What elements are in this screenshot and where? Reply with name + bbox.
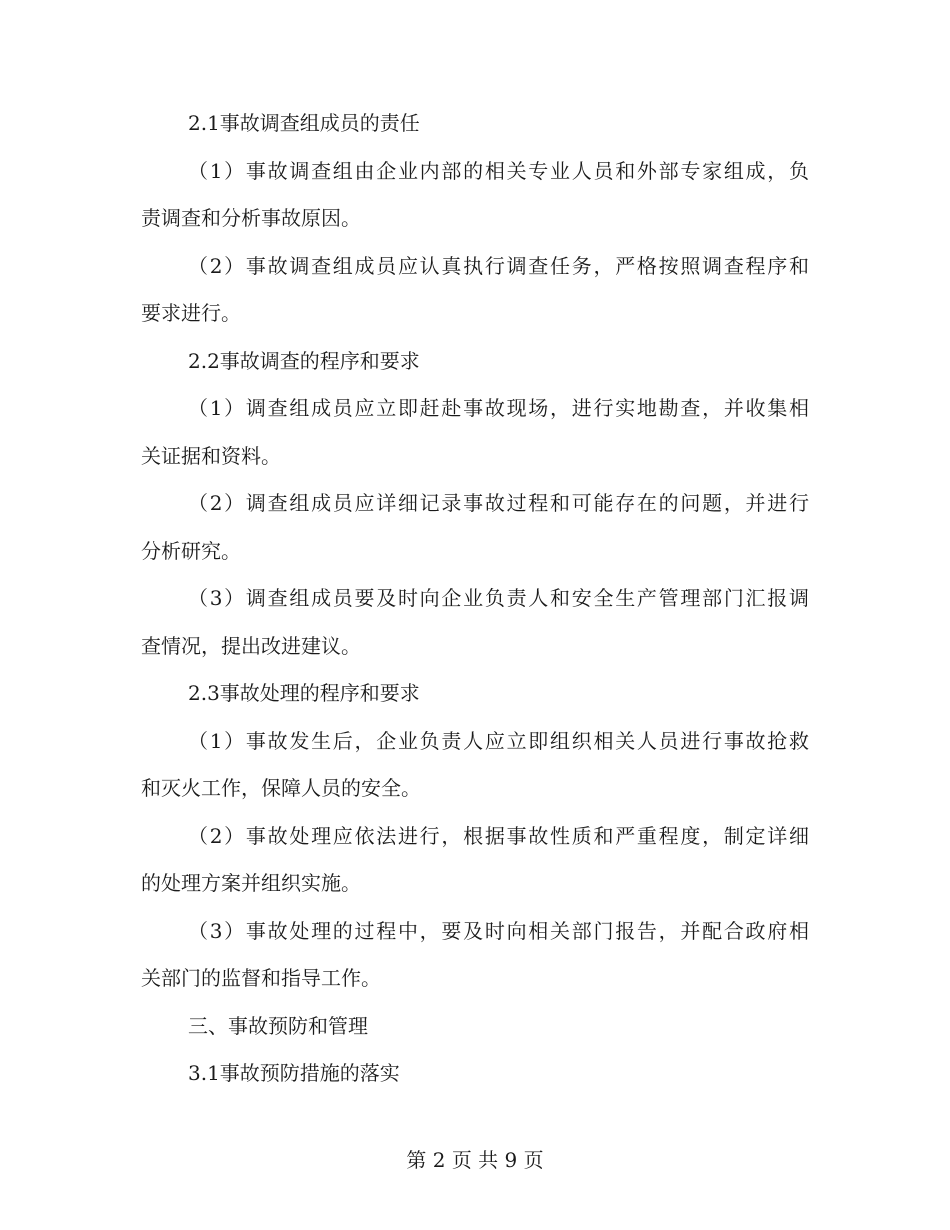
document-body — [141, 100, 809, 1098]
paragraph-line: 和灭火工作，保障人员的安全。 — [141, 776, 421, 800]
paragraph-line: （1）事故发生后，企业负责人应立即组织相关人员进行事故抢救 — [188, 728, 809, 753]
paragraph-line: （2）事故调查组成员应认真执行调查任务，严格按照调查程序和 — [188, 253, 809, 278]
section-heading-3-1: 3.1事故预防措施的落实 — [188, 1061, 400, 1085]
page-number-footer: 第 2 页 共 9 页 — [406, 1148, 544, 1172]
paragraph-line: （1）事故调查组由企业内部的相关专业人员和外部专家组成，负 — [188, 158, 809, 183]
paragraph-line: （1）调查组成员应立即赶赴事故现场，进行实地勘查，并收集相 — [188, 396, 809, 420]
paragraph-line: 关证据和资料。 — [141, 443, 281, 468]
section-heading-2-3: 2.3事故处理的程序和要求 — [188, 681, 420, 705]
paragraph-line: 的处理方案并组织实施。 — [141, 871, 361, 895]
section-heading-2-2: 2.2事故调查的程序和要求 — [188, 348, 420, 373]
paragraph-line: （2）事故处理应依法进行，根据事故性质和严重程度，制定详细 — [188, 823, 809, 848]
paragraph-line: （3）调查组成员要及时向企业负责人和安全生产管理部门汇报调 — [188, 586, 809, 610]
section-heading-2-1: 2.1事故调查组成员的责任 — [188, 111, 420, 135]
paragraph-line: 查情况，提出改进建议。 — [141, 633, 361, 658]
paragraph-line: 责调查和分析事故原因。 — [141, 206, 361, 230]
paragraph-line: 要求进行。 — [141, 301, 241, 325]
paragraph-line: （3）事故处理的过程中，要及时向相关部门报告，并配合政府相 — [188, 918, 809, 943]
paragraph-line: 关部门的监督和指导工作。 — [141, 966, 381, 990]
section-heading-3: 三、事故预防和管理 — [188, 1013, 368, 1038]
paragraph-line: （2）调查组成员应详细记录事故过程和可能存在的问题，并进行 — [188, 491, 809, 515]
paragraph-line: 分析研究。 — [141, 538, 241, 563]
